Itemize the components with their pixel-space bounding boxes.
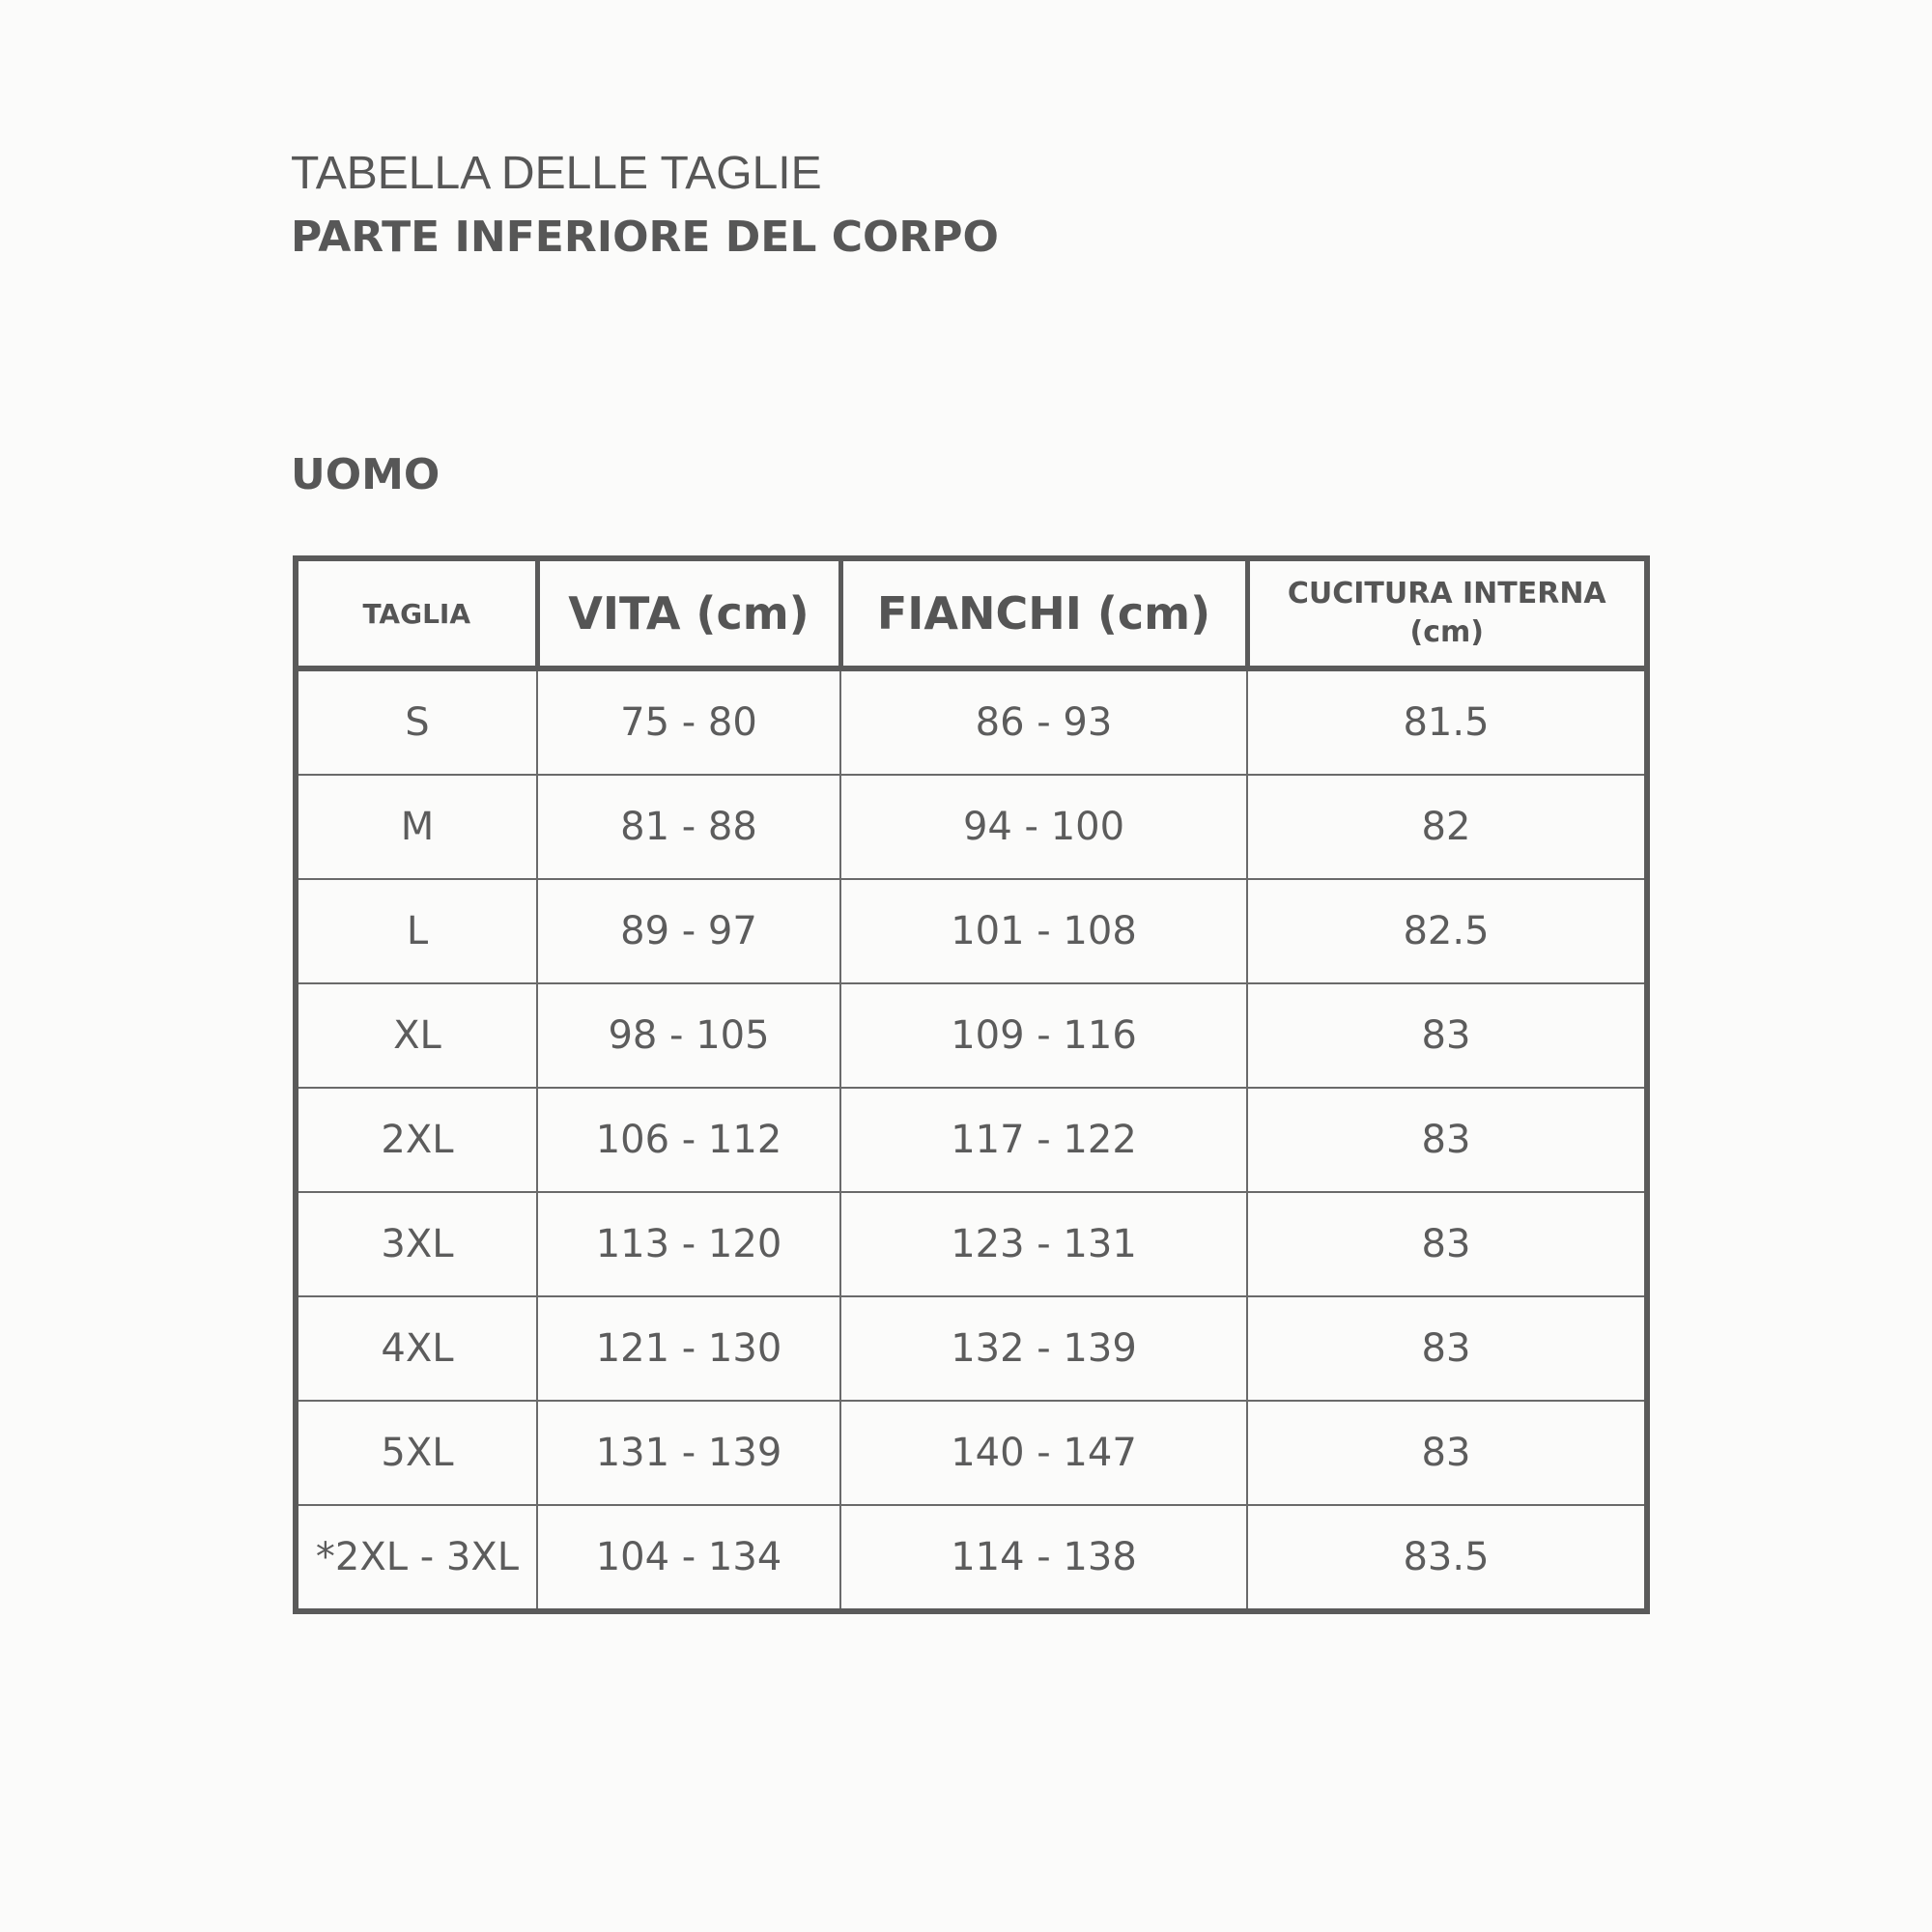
cell-fianchi: 123 - 131 xyxy=(840,1192,1247,1296)
cell-taglia: M xyxy=(296,775,537,879)
header-vita: VITA (cm) xyxy=(537,558,840,668)
cell-fianchi: 101 - 108 xyxy=(840,879,1247,983)
cell-taglia: S xyxy=(296,668,537,775)
cell-taglia: 5XL xyxy=(296,1401,537,1505)
cell-cucitura: 83 xyxy=(1247,1401,1647,1505)
cell-cucitura: 83.5 xyxy=(1247,1505,1647,1611)
cell-taglia: L xyxy=(296,879,537,983)
cell-cucitura: 83 xyxy=(1247,1296,1647,1401)
cell-vita: 89 - 97 xyxy=(537,879,840,983)
table-header-row xyxy=(296,558,1647,668)
table-row xyxy=(296,983,1647,1088)
cell-taglia: 2XL xyxy=(296,1088,537,1192)
cell-fianchi: 132 - 139 xyxy=(840,1296,1247,1401)
cell-vita: 75 - 80 xyxy=(537,668,840,775)
table-row xyxy=(296,668,1647,775)
cell-fianchi: 140 - 147 xyxy=(840,1401,1247,1505)
header-cucitura-interna: CUCITURA INTERNA (cm) xyxy=(1247,558,1647,668)
section-label: UOMO xyxy=(291,450,440,499)
cell-taglia: *2XL - 3XL xyxy=(296,1505,537,1611)
page-title: TABELLA DELLE TAGLIE xyxy=(291,148,822,199)
cell-vita: 81 - 88 xyxy=(537,775,840,879)
cell-fianchi: 114 - 138 xyxy=(840,1505,1247,1611)
cell-fianchi: 109 - 116 xyxy=(840,983,1247,1088)
cell-cucitura: 82 xyxy=(1247,775,1647,879)
cell-fianchi: 117 - 122 xyxy=(840,1088,1247,1192)
size-table xyxy=(293,555,1650,1614)
table-row xyxy=(296,1192,1647,1296)
table-row xyxy=(296,1401,1647,1505)
cell-cucitura: 81.5 xyxy=(1247,668,1647,775)
cell-vita: 106 - 112 xyxy=(537,1088,840,1192)
cell-cucitura: 83 xyxy=(1247,1088,1647,1192)
header-taglia: TAGLIA xyxy=(296,558,537,668)
cell-vita: 113 - 120 xyxy=(537,1192,840,1296)
cell-vita: 104 - 134 xyxy=(537,1505,840,1611)
table-row xyxy=(296,775,1647,879)
cell-taglia: 4XL xyxy=(296,1296,537,1401)
cell-cucitura: 82.5 xyxy=(1247,879,1647,983)
cell-cucitura: 83 xyxy=(1247,1192,1647,1296)
table-row xyxy=(296,1505,1647,1611)
cell-cucitura: 83 xyxy=(1247,983,1647,1088)
cell-vita: 98 - 105 xyxy=(537,983,840,1088)
cell-vita: 121 - 130 xyxy=(537,1296,840,1401)
cell-fianchi: 86 - 93 xyxy=(840,668,1247,775)
table-row xyxy=(296,879,1647,983)
cell-vita: 131 - 139 xyxy=(537,1401,840,1505)
table-row xyxy=(296,1296,1647,1401)
table-row xyxy=(296,1088,1647,1192)
page-subtitle: PARTE INFERIORE DEL CORPO xyxy=(291,213,999,262)
cell-taglia: 3XL xyxy=(296,1192,537,1296)
cell-fianchi: 94 - 100 xyxy=(840,775,1247,879)
cell-taglia: XL xyxy=(296,983,537,1088)
header-fianchi: FIANCHI (cm) xyxy=(840,558,1247,668)
